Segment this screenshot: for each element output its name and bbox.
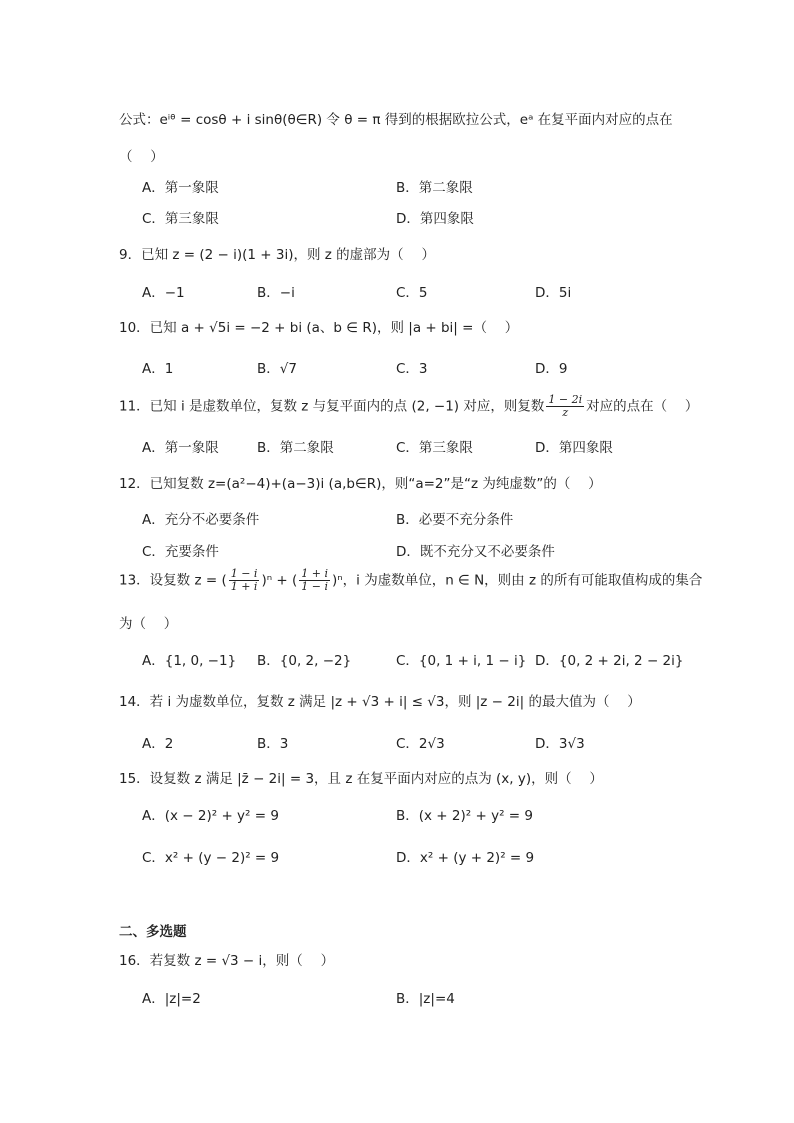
q9-option-b: B．−i <box>257 285 295 301</box>
q9-option-a: A．−1 <box>142 285 185 301</box>
q13-fraction-2 <box>299 568 330 593</box>
q11-fraction <box>546 394 584 419</box>
q13-fraction-2-denominator: 1 − i <box>301 580 328 593</box>
q15-option-d: D．x² + (y + 2)² = 9 <box>396 850 535 866</box>
q9-option-d: D．5i <box>535 285 572 301</box>
q13-stem-b: )ⁿ，i 为虚数单位，n ∈ N，则由 z 的所有可能取值构成的集合 <box>332 572 703 589</box>
q11-stem-b: 对应的点在（ ） <box>586 398 699 415</box>
q13-mid: )ⁿ + ( <box>261 572 298 589</box>
q9-option-c: C．5 <box>396 285 428 301</box>
q12-option-d: D．既不充分又不必要条件 <box>396 544 555 560</box>
q11-stem <box>119 394 698 419</box>
q11-option-d: D．第四象限 <box>535 440 613 456</box>
q8-option-c: C．第三象限 <box>142 211 219 227</box>
q13-stem-c: 为（ ） <box>119 616 178 632</box>
q8-paren: （ ） <box>119 149 164 165</box>
q8-option-b: B．第二象限 <box>396 180 473 196</box>
q13-fraction-1-numerator: 1 − i <box>230 567 258 580</box>
q16-option-a: A．|z|=2 <box>142 991 201 1007</box>
q15-stem: 15．设复数 z 满足 |z̄ − 2i| = 3，且 z 在复平面内对应的点为 (x, y)，则（ ） <box>119 771 603 787</box>
q12-option-b: B．必要不充分条件 <box>396 512 514 528</box>
q11-stem-a: 11．已知 i 是虚数单位，复数 z 与复平面内的点 (2, −1) 对应，则复数 <box>119 398 545 415</box>
q11-option-b: B．第二象限 <box>257 440 334 456</box>
q13-stem <box>119 568 702 593</box>
q10-option-b: B．√7 <box>257 361 297 377</box>
q15-option-a: A．(x − 2)² + y² = 9 <box>142 808 279 824</box>
q11-option-a: A．第一象限 <box>142 440 219 456</box>
q15-option-b: B．(x + 2)² + y² = 9 <box>396 808 533 824</box>
q14-option-b: B．3 <box>257 736 289 752</box>
q14-option-a: A．2 <box>142 736 174 752</box>
section-title: 二、多选题 <box>119 924 187 940</box>
q13-option-d: D．{0, 2 + 2i, 2 − 2i} <box>535 653 684 669</box>
q10-option-a: A．1 <box>142 361 174 377</box>
q13-stem-a: 13．设复数 z = ( <box>119 572 227 589</box>
q16-option-b: B．|z|=4 <box>396 991 455 1007</box>
q13-fraction-2-numerator: 1 + i <box>301 567 328 580</box>
q15-option-c: C．x² + (y − 2)² = 9 <box>142 850 280 866</box>
q13-option-a: A．{1, 0, −1} <box>142 653 237 669</box>
q13-fraction-1-denominator: 1 + i <box>230 580 258 593</box>
q9-stem: 9．已知 z = (2 − i)(1 + 3i)，则 z 的虚部为（ ） <box>119 247 435 263</box>
q10-option-c: C．3 <box>396 361 428 377</box>
q8-option-d: D．第四象限 <box>396 211 474 227</box>
q12-option-c: C．充要条件 <box>142 544 219 560</box>
q11-option-c: C．第三象限 <box>396 440 473 456</box>
q13-fraction-1 <box>229 568 260 593</box>
q13-option-c: C．{0, 1 + i, 1 − i} <box>396 653 527 669</box>
q14-stem: 14．若 i 为虚数单位，复数 z 满足 |z + √3 + i| ≤ √3，则 |z − 2i| 的最大值为（ ） <box>119 694 641 710</box>
q10-stem: 10．已知 a + √5i = −2 + bi (a、b ∈ R)，则 |a + bi| =（ ） <box>119 320 519 336</box>
q11-fraction-numerator: 1 − 2i <box>548 393 583 406</box>
q10-option-d: D．9 <box>535 361 568 377</box>
q16-stem: 16．若复数 z = √3 − i，则（ ） <box>119 953 335 969</box>
q11-fraction-denominator: z <box>562 406 569 419</box>
q8-option-a: A．第一象限 <box>142 180 219 196</box>
q12-option-a: A．充分不必要条件 <box>142 512 260 528</box>
q8-stem: 公式：eⁱᶿ = cosθ + i sinθ(θ∈R) 令 θ = π 得到的根据欧拉公式，eᵃ 在复平面内对应的点在 <box>119 112 673 128</box>
q12-stem: 12．已知复数 z=(a²−4)+(a−3)i (a,b∈R)，则“a=2”是“z 为纯虚数”的（ ） <box>119 476 602 492</box>
q14-option-d: D．3√3 <box>535 736 585 752</box>
q14-option-c: C．2√3 <box>396 736 445 752</box>
q13-option-b: B．{0, 2, −2} <box>257 653 352 669</box>
